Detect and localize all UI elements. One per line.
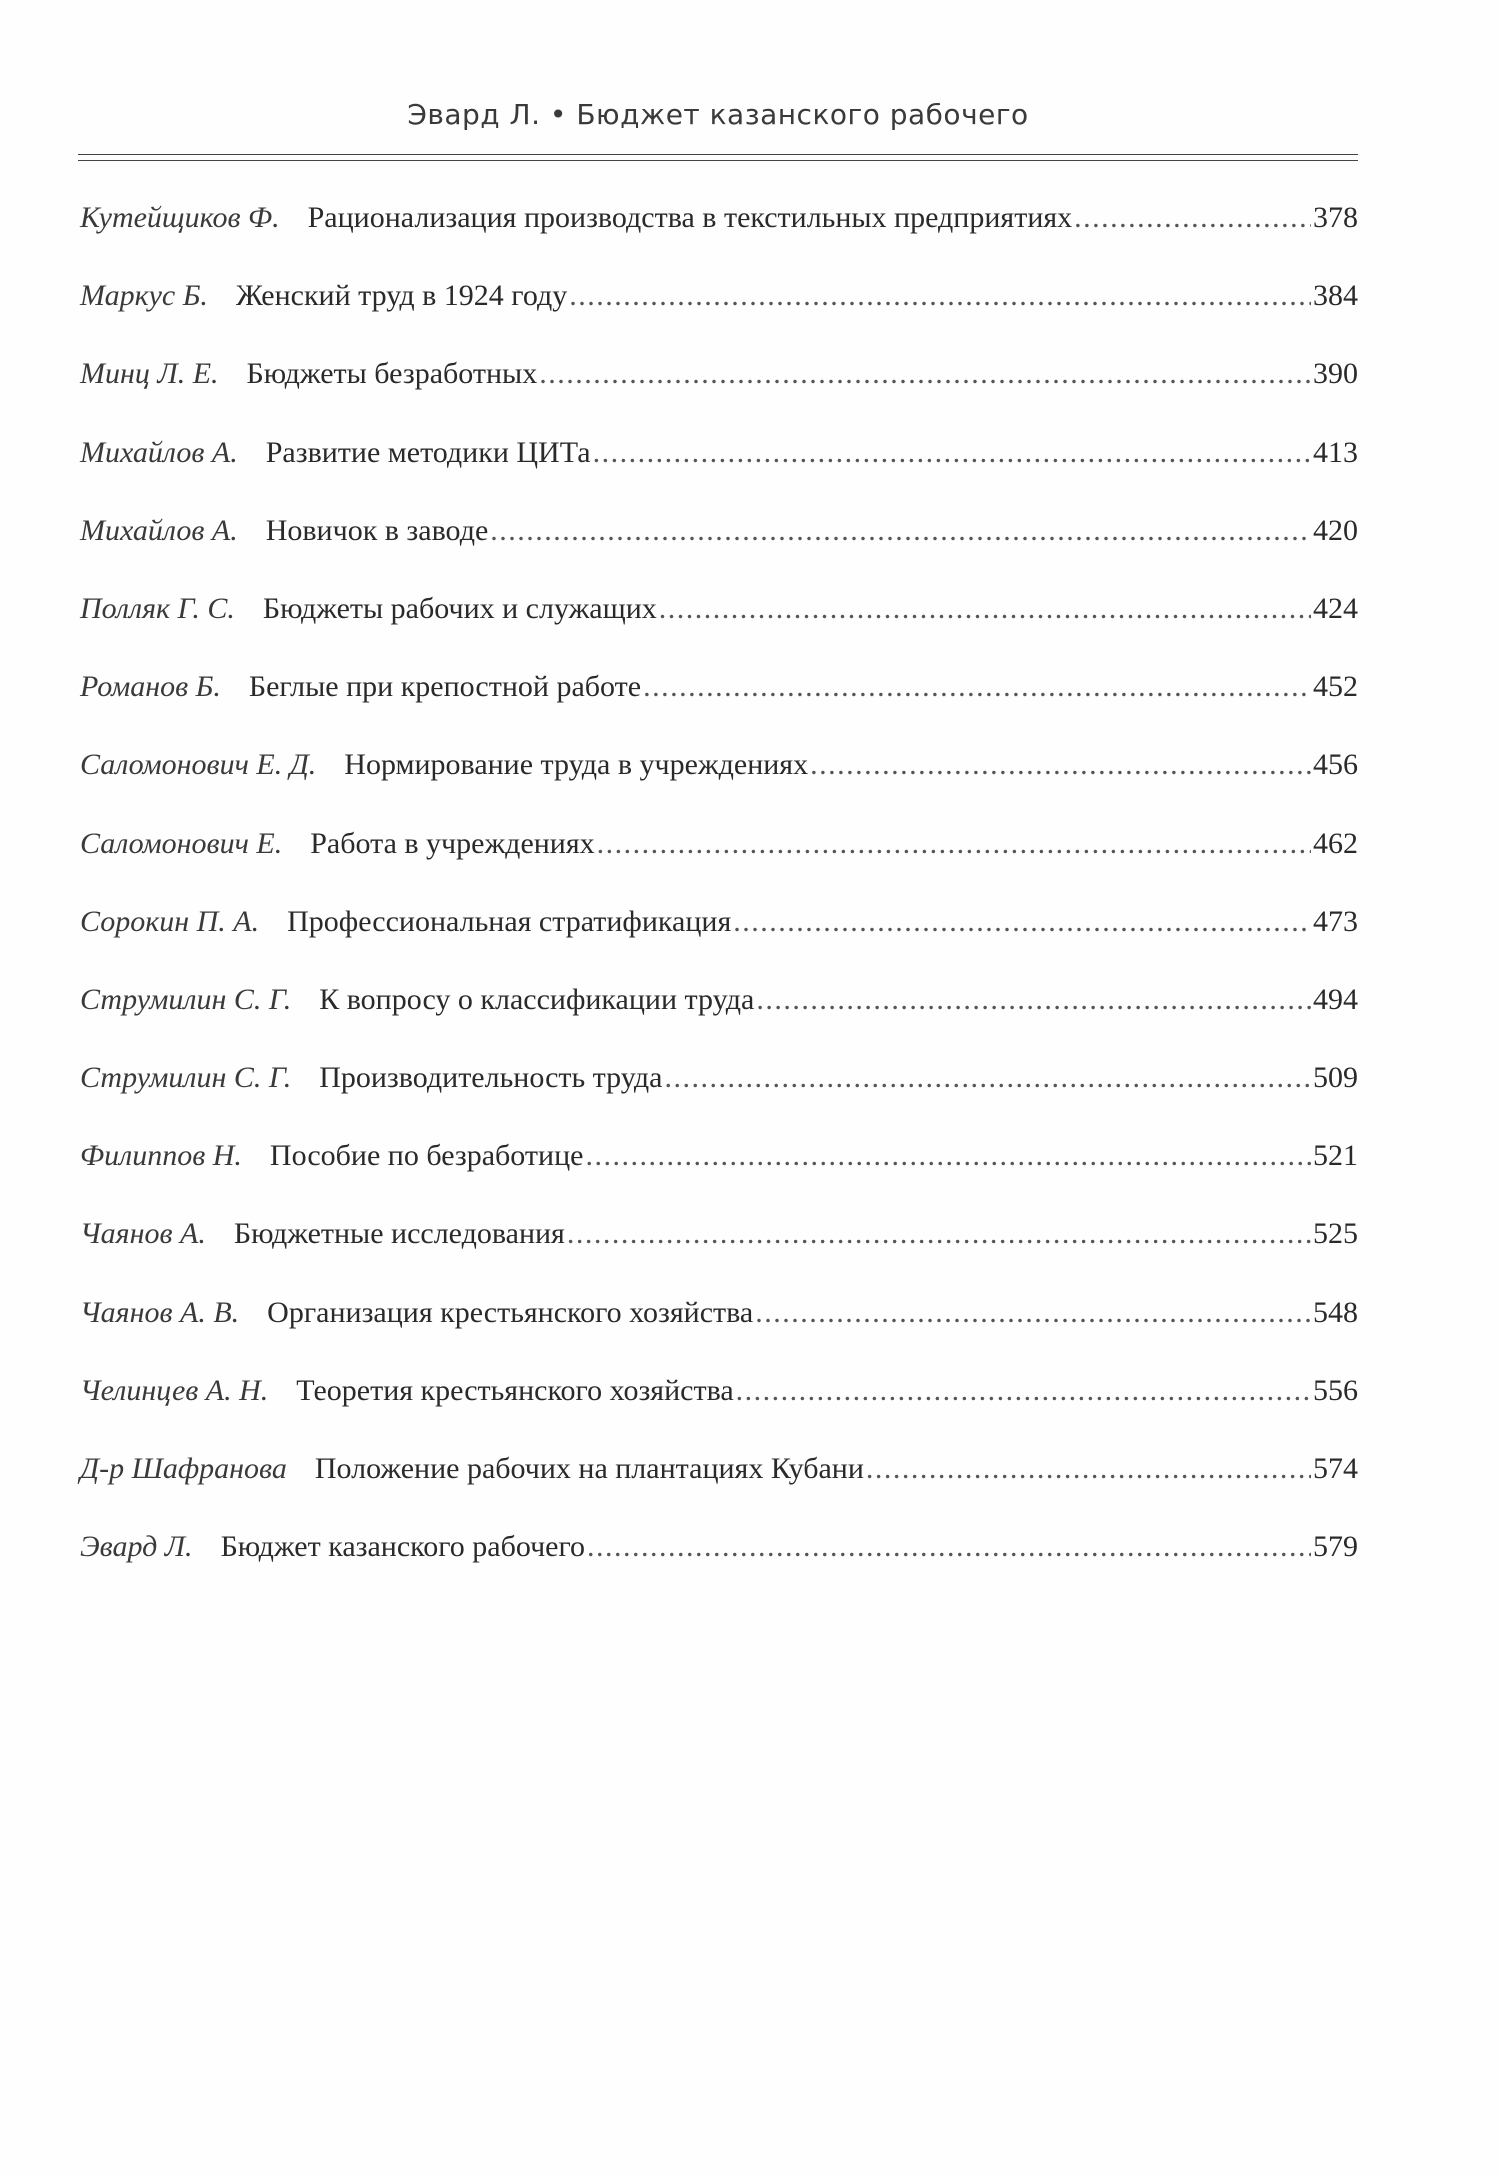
toc-title: Теоретия крестьянского хозяйства	[296, 1373, 734, 1407]
toc-entry	[80, 1291, 1358, 1369]
toc-page-number: 413	[1313, 435, 1358, 469]
toc-page-number: 462	[1313, 826, 1358, 860]
toc-title: К вопросу о классификации труда	[319, 982, 755, 1016]
toc-dot-leader	[593, 431, 1311, 475]
toc-author: Романов Б.	[80, 670, 221, 704]
toc-author: Саломонович Е.	[80, 826, 283, 860]
toc-entry	[80, 587, 1358, 665]
toc-entry	[80, 1056, 1358, 1134]
toc-entry	[80, 900, 1358, 978]
toc-title: Положение рабочих на плантациях Кубани	[314, 1452, 864, 1485]
toc-title: Бюджет казанского рабочего	[220, 1530, 586, 1564]
toc-page-number: 420	[1313, 513, 1358, 547]
toc-dot-leader	[866, 1447, 1311, 1491]
toc-title: Работа в учреждениях	[310, 826, 595, 860]
table-of-contents	[80, 196, 1358, 1603]
toc-author: Кутейщиков Ф.	[80, 201, 280, 234]
toc-title: Бюджеты безработных	[246, 357, 538, 391]
toc-author: Сорокин П. А.	[80, 904, 260, 938]
toc-entry	[80, 1212, 1358, 1290]
toc-author: Чаянов А. В.	[80, 1295, 240, 1329]
toc-entry	[80, 352, 1358, 430]
toc-entry	[80, 1447, 1358, 1525]
toc-page-number: 509	[1313, 1061, 1358, 1095]
running-header: Эвард Л. • Бюджет казанского рабочего	[407, 98, 1029, 131]
toc-page-number: 525	[1313, 1217, 1358, 1251]
toc-dot-leader	[733, 900, 1311, 944]
toc-page-number: 378	[1313, 201, 1358, 234]
toc-author: Челинцев А. Н.	[80, 1373, 269, 1407]
toc-page-number: 579	[1313, 1530, 1358, 1564]
toc-author: Струмилин С. Г.	[80, 982, 292, 1016]
toc-entry	[80, 743, 1358, 821]
toc-author: Михайлов А.	[80, 435, 238, 469]
toc-dot-leader	[810, 743, 1311, 787]
toc-author: Минц Л. Е.	[80, 357, 219, 391]
toc-dot-leader	[585, 1134, 1311, 1178]
toc-entry	[80, 1525, 1358, 1603]
toc-entry	[80, 1369, 1358, 1447]
toc-dot-leader	[1074, 196, 1311, 240]
toc-title: Бюджетные исследования	[233, 1217, 565, 1251]
toc-page-number: 556	[1313, 1373, 1358, 1407]
toc-page-number: 452	[1313, 670, 1358, 704]
toc-entry	[80, 665, 1358, 743]
toc-dot-leader	[569, 274, 1311, 318]
toc-author: Филиппов Н.	[80, 1139, 242, 1173]
toc-dot-leader	[755, 1291, 1311, 1335]
toc-author: Эвард Л.	[80, 1530, 193, 1564]
toc-dot-leader	[659, 587, 1311, 631]
toc-author: Саломонович Е. Д.	[80, 748, 317, 782]
toc-dot-leader	[490, 509, 1311, 553]
toc-dot-leader	[567, 1212, 1311, 1256]
toc-entry	[80, 196, 1358, 274]
toc-page-number: 548	[1313, 1295, 1358, 1329]
toc-title: Рационализация производства в текстильных предприятиях	[307, 201, 1073, 234]
toc-title: Бюджеты рабочих и служащих	[262, 591, 657, 625]
toc-page-number: 456	[1313, 748, 1358, 782]
toc-author: Чаянов А.	[80, 1217, 206, 1251]
header-rule-bottom	[78, 160, 1358, 161]
toc-dot-leader	[756, 978, 1311, 1022]
toc-page-number: 424	[1313, 591, 1358, 625]
toc-dot-leader	[664, 1056, 1311, 1100]
toc-page-number: 521	[1313, 1139, 1358, 1173]
toc-author: Струмилин С. Г.	[80, 1061, 292, 1095]
toc-dot-leader	[587, 1525, 1311, 1569]
toc-entry	[80, 978, 1358, 1056]
toc-entry	[80, 274, 1358, 352]
toc-author: Маркус Б.	[80, 279, 208, 313]
toc-author: Полляк Г. С.	[80, 591, 235, 625]
toc-page-number: 574	[1313, 1452, 1358, 1485]
toc-entry	[80, 1134, 1358, 1212]
toc-title: Новичок в заводе	[265, 513, 489, 547]
toc-page-number: 473	[1313, 904, 1358, 938]
toc-title: Нормирование труда в учреждениях	[344, 748, 809, 782]
toc-entry	[80, 822, 1358, 900]
toc-title: Пособие по безработице	[269, 1139, 584, 1173]
toc-title: Развитие методики ЦИТа	[265, 435, 591, 469]
toc-title: Профессиональная стратификация	[287, 904, 732, 938]
toc-dot-leader	[539, 352, 1311, 396]
toc-title: Женский труд в 1924 году	[235, 279, 568, 313]
toc-dot-leader	[597, 822, 1311, 866]
toc-entry	[80, 431, 1358, 509]
toc-dot-leader	[643, 665, 1311, 709]
toc-title: Беглые при крепостной работе	[248, 670, 642, 704]
header-rule-top	[78, 154, 1358, 155]
toc-title: Производительность труда	[319, 1061, 663, 1095]
toc-dot-leader	[736, 1369, 1311, 1413]
toc-author: Михайлов А.	[80, 513, 238, 547]
toc-entry	[80, 509, 1358, 587]
toc-page-number: 390	[1313, 357, 1358, 391]
toc-title: Организация крестьянского хозяйства	[267, 1295, 754, 1329]
toc-author: Д-р Шафранова	[80, 1452, 287, 1485]
toc-page-number: 384	[1313, 279, 1358, 313]
toc-page-number: 494	[1313, 982, 1358, 1016]
